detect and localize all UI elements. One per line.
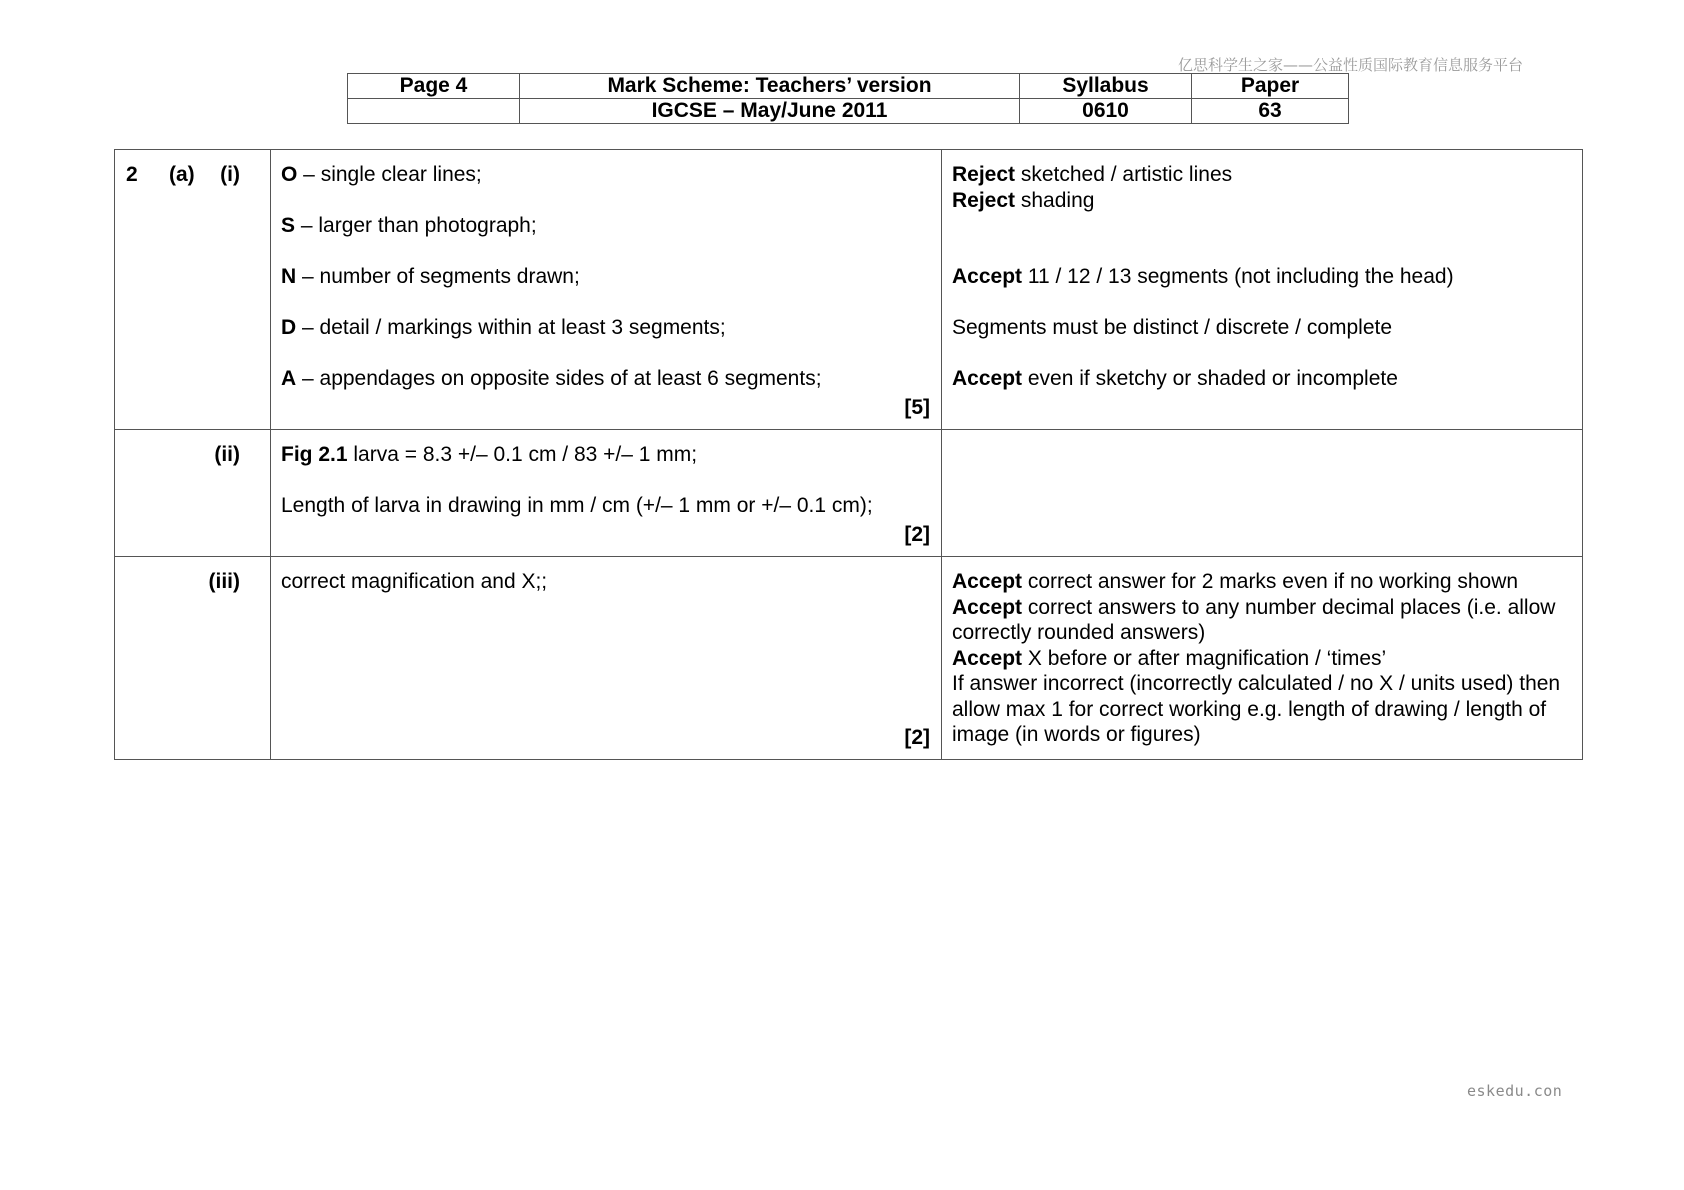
header-syllabus: 0610 [1020, 99, 1192, 124]
header-exam: IGCSE – May/June 2011 [520, 99, 1020, 124]
mark-total: [2] [904, 726, 930, 749]
answer-line: N – number of segments drawn; [281, 265, 580, 288]
mark-scheme-table [114, 149, 1583, 760]
header-empty-cell [348, 99, 520, 124]
guidance-cell [942, 557, 1583, 760]
answer-line: correct magnification and X;; [281, 570, 548, 593]
header-page: Page 4 [348, 74, 520, 99]
answer-line: S – larger than photograph; [281, 214, 537, 237]
header-paper-label: Paper [1192, 74, 1349, 99]
header-table [347, 73, 1349, 124]
mark-total: [5] [904, 396, 930, 419]
guidance-cell [942, 150, 1583, 430]
guidance-line: Accept correct answers to any number decimal places (i.e. allow correctly rounded answers) [952, 595, 1556, 644]
question-subpart: (ii) [214, 443, 240, 466]
question-cell [115, 557, 271, 760]
watermark-bottom: eskedu.con [1467, 1082, 1563, 1100]
answer-line: Length of larva in drawing in mm / cm (+/– 1 mm or +/– 0.1 cm); [281, 494, 873, 517]
header-title: Mark Scheme: Teachers’ version [520, 74, 1020, 99]
answer-cell [271, 557, 942, 760]
guidance-line: Segments must be distinct / discrete / complete [952, 316, 1393, 339]
question-part: (a) [169, 163, 195, 186]
answer-cell [271, 150, 942, 430]
answer-line: D – detail / markings within at least 3 segments; [281, 316, 726, 339]
mark-total: [2] [904, 523, 930, 546]
table-row [115, 430, 1583, 557]
question-subpart: (i) [220, 163, 240, 186]
answer-line: A – appendages on opposite sides of at least 6 segments; [281, 367, 822, 390]
watermark-top: 亿思科学生之家——公益性质国际教育信息服务平台 [1178, 56, 1524, 74]
guidance-cell [942, 430, 1583, 557]
answer-line: Fig 2.1 larva = 8.3 +/– 0.1 cm / 83 +/– 1 mm; [281, 443, 698, 466]
answer-cell [271, 430, 942, 557]
guidance-line: Accept 11 / 12 / 13 segments (not including the head) [952, 265, 1454, 288]
table-row [115, 557, 1583, 760]
header-syllabus-label: Syllabus [1020, 74, 1192, 99]
guidance-line: Reject shading [952, 188, 1095, 212]
guidance-line: Accept X before or after magnification / ‘times’ [952, 646, 1387, 670]
guidance-line: If answer incorrect (incorrectly calculated / no X / units used) then allow max 1 for correct working e.g. length of drawing / length of image (in words or figures) [952, 672, 1561, 746]
question-number: 2 [126, 163, 138, 186]
table-row [115, 150, 1583, 430]
header-paper: 63 [1192, 99, 1349, 124]
question-cell [115, 430, 271, 557]
guidance-line: Accept even if sketchy or shaded or incomplete [952, 367, 1398, 390]
guidance-line: Reject sketched / artistic lines [952, 163, 1233, 186]
answer-line: O – single clear lines; [281, 163, 482, 186]
question-subpart: (iii) [208, 570, 240, 593]
question-cell [115, 150, 271, 430]
guidance-line: Accept correct answer for 2 marks even if no working shown [952, 570, 1519, 593]
